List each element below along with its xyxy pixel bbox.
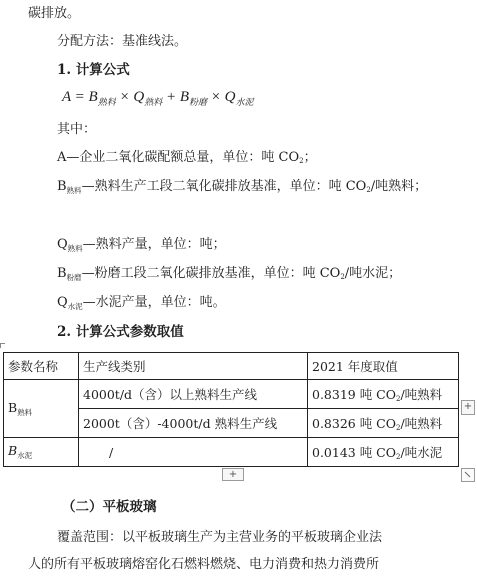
definition-q-clinker-text: —熟料产量，单位：吨； [82,237,226,252]
definition-q-clinker [57,236,226,258]
add-column-button[interactable]: + [461,400,475,415]
definition-b-clinker-sub2: 2 [366,186,371,194]
formula-plus: + B [162,89,189,105]
cell-value-1-sub: 2 [396,395,401,403]
cell-value-2[interactable] [308,409,459,438]
coverage-paragraph-line-1: 覆盖范围：以平板玻璃生产为主营业务的平板玻璃企业法 [57,530,383,545]
definition-b-grinding-sub2: 2 [340,273,345,281]
table-anchor-icon[interactable] [0,343,5,348]
cell-value-1[interactable] [308,380,459,409]
cell-b-cement-symbol: B [8,443,18,458]
cell-value-2-num: 0.8326 吨 CO [312,416,396,431]
formula-lhs: A [62,89,71,105]
allocation-method: 分配方法：基准线法。 [57,34,188,49]
cell-value-1-num: 0.8319 吨 CO [312,387,396,402]
definition-q-cement-sub: 水泥 [67,302,83,311]
definition-b-clinker-sub: 熟料 [66,186,82,195]
formula-eq: = B [70,89,98,105]
definition-b-grinding-text: —粉磨工段二氧化碳排放基准，单位：吨 CO [81,266,341,281]
definition-b-grinding [57,265,401,287]
formula-mid-1: × Q [115,89,145,105]
section-title-flat-glass: （二）平板玻璃 [62,499,157,515]
cell-value-3[interactable] [308,438,459,467]
table-row [4,438,459,467]
table-header-row [4,353,459,380]
formula-sub-4: 水泥 [235,97,254,107]
definition-b-grinding-sub: 粉磨 [66,273,82,282]
definition-a [57,149,317,170]
section-title-parameters: 2. 计算公式参数取值 [57,324,184,340]
coverage-paragraph-line-2: 人的所有平板玻璃熔窑化石燃料燃烧、电力消费和热力消费所 [28,557,380,572]
header-line-category[interactable]: 生产线类别 [79,353,308,380]
header-param-name[interactable]: 参数名称 [4,353,79,380]
header-value[interactable]: 2021 年度取值 [308,353,459,380]
definition-a-text: A—企业二氧化碳配额总量，单位：吨 CO [57,150,300,165]
add-row-button[interactable]: + [222,468,244,481]
definition-q-cement-symbol: Q [57,295,68,310]
definition-b-grinding-symbol: B [57,266,67,281]
definition-q-cement [57,294,226,316]
definition-a-end: ； [303,150,317,165]
definition-b-clinker-text: —熟料生产工段二氧化碳排放基准，单位：吨 CO [81,179,367,194]
formula-mid-2: × Q [207,89,236,105]
cell-value-3-unit: /吨水泥 [400,445,443,460]
cell-b-clinker-sub: 熟料 [17,407,33,417]
section-title-formula: 1. 计算公式 [57,62,130,78]
definition-a-sub: 2 [299,157,304,165]
definition-b-grinding-end: /吨水泥； [344,266,402,281]
cell-b-cement[interactable] [4,438,79,467]
where-label: 其中： [57,122,97,137]
definition-q-clinker-sub: 熟料 [67,244,83,253]
cell-value-2-unit: /吨熟料 [400,416,443,431]
cell-value-3-sub: 2 [396,453,401,461]
definition-b-clinker [57,178,427,200]
cell-category-3[interactable]: / [79,438,308,467]
definition-q-clinker-symbol: Q [57,237,68,252]
definition-q-cement-text: —水泥产量，单位：吨。 [82,295,226,310]
formula [62,88,254,111]
cell-value-3-num: 0.0143 吨 CO [312,445,396,460]
table-row [4,380,459,409]
cell-category-1[interactable]: 4000t/d（含）以上熟料生产线 [79,380,308,409]
cell-b-cement-sub: 水泥 [17,451,33,460]
paragraph-fragment: 碳排放。 [28,6,81,21]
parameter-table [3,352,459,467]
definition-b-clinker-symbol: B [57,179,67,194]
table-resize-icon[interactable] [461,468,475,482]
cell-b-clinker-symbol: B [8,399,18,415]
cell-b-clinker[interactable] [4,380,79,438]
formula-sub-1: 熟料 [97,97,116,107]
cell-value-1-unit: /吨熟料 [400,387,443,402]
formula-sub-3: 粉磨 [189,97,208,107]
cell-value-2-sub: 2 [396,424,401,432]
definition-b-clinker-end: /吨熟料； [370,179,428,194]
cell-category-2[interactable]: 2000t（含）-4000t/d 熟料生产线 [79,409,308,438]
formula-sub-2: 熟料 [144,97,163,107]
